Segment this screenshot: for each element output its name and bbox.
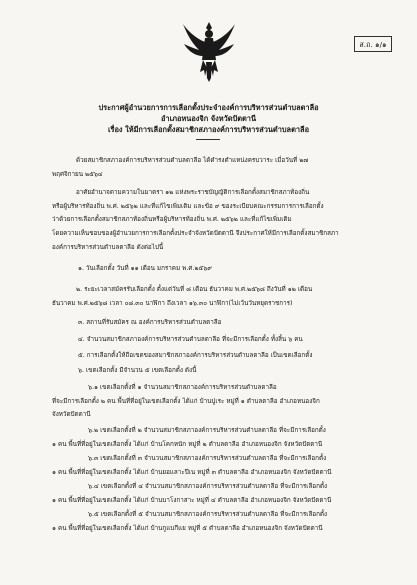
paragraph-2-line-1: อาศัยอำนาจตามความในมาตรา ๑๒ แห่งพระราชบัญญัติการเลือกตั้งสมาชิกสภาท้องถิ่น [76,189,310,196]
subitem-6-5 [52,508,389,535]
subitem-6-5-line-2: ๑ คน พื้นที่ที่อยู่ในเขตเลือกตั้ง ได้แก่ บ้านกูแบกีแย หมู่ที่ ๕ ตำบลตาลีอ อำเภอหนองจิก จังหวัดปัตตานี [52,524,323,532]
paragraph-2-line-4: โดยความเห็นชอบของผู้อำนวยการการเลือกตั้งประจำจังหวัดปัตตานี จึงประกาศให้มีการเลือกตั้งสมาชิกสภา [52,230,339,238]
garuda-emblem [181,20,237,84]
item-2-line-1: ๒. ระยะเวลาสมัครรับเลือกตั้ง ตั้งแต่วันที่ ๘ เดือน ธันวาคม พ.ศ.๒๕๖๘ ถึงวันที่ ๑๒ เดือน [76,286,313,293]
item-3: ๓. สถานที่รับสมัคร ณ องค์การบริหารส่วนตำบลตาลีอ [78,319,222,326]
form-code-box: ส.ถ. ๑/๑ [354,36,392,52]
title-line-3: เรื่อง ให้มีการเลือกตั้งสมาชิกสภาองค์การบริหารส่วนตำบลตาลีอ [107,125,310,134]
subitem-6-4 [52,480,389,507]
subitem-6-2-line-1: ๖.๒ เขตเลือกตั้งที่ ๒ จำนวนสมาชิกสภาองค์การบริหารส่วนตำบลตาลีอ ที่จะมีการเลือกตั้ง [88,427,326,434]
subitem-6-5-line-1: ๖.๕ เขตเลือกตั้งที่ ๕ จำนวนสมาชิกสภาองค์การบริหารส่วนตำบลตาลีอ ที่จะมีการเลือกตั้ง [88,511,328,518]
paragraph-2-line-5: องค์การบริหารส่วนตำบลตาลีอ ดังต่อไปนี้ [52,243,164,251]
item-2 [52,283,389,310]
title-line-1: ประกาศผู้อำนวยการการเลือกตั้งประจำองค์การบริหารส่วนตำบลตาลีอ [98,103,319,112]
paragraph-1 [52,154,389,181]
item-4: ๔. จำนวนสมาชิกสภาองค์การบริหารส่วนตำบลตาลีอ ที่จะมีการเลือกตั้ง ทั้งสิ้น ๖ คน [78,336,303,343]
paragraph-2-line-2: หรือผู้บริหารท้องถิ่น พ.ศ. ๒๕๖๒ และที่แก้ไขเพิ่มเติม และข้อ ๙ ของระเบียบคณะกรรมการการเลือกตั้ง [52,202,324,210]
subitem-6-1-line-3: จังหวัดปัตตานี [52,411,91,419]
subitem-6-3-line-1: ๖.๓ เขตเลือกตั้งที่ ๓ จำนวนสมาชิกสภาองค์การบริหารส่วนตำบลตาลีอ ที่จะมีการเลือกตั้ง [88,455,327,462]
subitem-6-1-line-1: ๖.๑ เขตเลือกตั้งที่ ๑ จำนวนสมาชิกสภาองค์การบริหารส่วนตำบลตาลีอ [88,384,277,391]
subitem-6-2-line-2: ๑ คน พื้นที่ที่อยู่ในเขตเลือกตั้ง ได้แก่ บ้านโคกหนัก หมู่ที่ ๒ ตำบลตาลีอ อำเภอหนองจิก จังหวัดปัตตานี [52,440,323,448]
subitem-6-4-line-2: ๑ คน พื้นที่ที่อยู่ในเขตเลือกตั้ง ได้แก่ บ้านบาโงกาสาะ หมู่ที่ ๔ ตำบลตาลีอ อำเภอหนองจิก จังหวัดปัตตานี [52,496,332,504]
item-5: ๕. การเลือกตั้งให้ถือเขตของสมาชิกสภาองค์การบริหารส่วนตำบลตาลีอ เป็นเขตเลือกตั้ง [78,352,313,359]
subitem-6-3-line-2: ๑ คน พื้นที่ที่อยู่ในเขตเลือกตั้ง ได้แก่ บ้านยอแลาะปีเน หมู่ที่ ๓ ตำบลตาลีอ อำเภอหนองจิก จังหวัดปัตตานี [52,468,332,476]
paragraph-2 [52,186,389,255]
subitem-6-4-line-1: ๖.๔ เขตเลือกตั้งที่ ๔ จำนวนสมาชิกสภาองค์การบริหารส่วนตำบลตาลีอ ที่จะมีการเลือกตั้ง [88,483,328,490]
paragraph-2-line-3: ว่าด้วยการเลือกตั้งสมาชิกสภาท้องถิ่นหรือผู้บริหารท้องถิ่น พ.ศ. ๒๕๖๒ และที่แก้ไขเพิ่มเติม [52,216,292,224]
item-1: ๑. วันเลือกตั้ง วันที่ ๑๑ เดือน มกราคม พ.ศ.๒๕๖๙ [78,265,212,272]
title-divider [196,139,220,140]
title-line-2: อำเภอหนองจิก จังหวัดปัตตานี [160,114,257,123]
item-2-line-2: ธันวาคม พ.ศ.๒๕๖๘ เวลา ๐๘.๓๐ นาฬิกา ถึงเวลา ๑๖.๓๐ นาฬิกา(ไม่เว้นวันหยุดราชการ) [52,299,293,307]
subitem-6-2 [52,424,389,451]
subitem-6-1-line-2: ที่จะมีการเลือกตั้ง ๒ คน พื้นที่ที่อยู่ในเขตเลือกตั้ง ได้แก่ บ้านปูเระ หมู่ที่ ๑ ตำบลตาลีอ อำเภอหนองจิก [52,397,320,405]
item-6: ๖. เขตเลือกตั้ง มีจำนวน ๕ เขตเลือกตั้ง ดังนี้ [78,367,197,374]
subitem-6-1 [52,381,389,422]
subitem-6-3 [52,452,389,479]
paragraph-1-line-2: พฤศจิกายน ๒๕๖๔ [52,170,103,178]
paragraph-1-line-1: ด้วยสมาชิกสภาองค์การบริหารส่วนตำบลตาลีอ ได้ดำรงตำแหน่งครบวาระ เมื่อวันที่ ๒๗ [76,157,309,164]
